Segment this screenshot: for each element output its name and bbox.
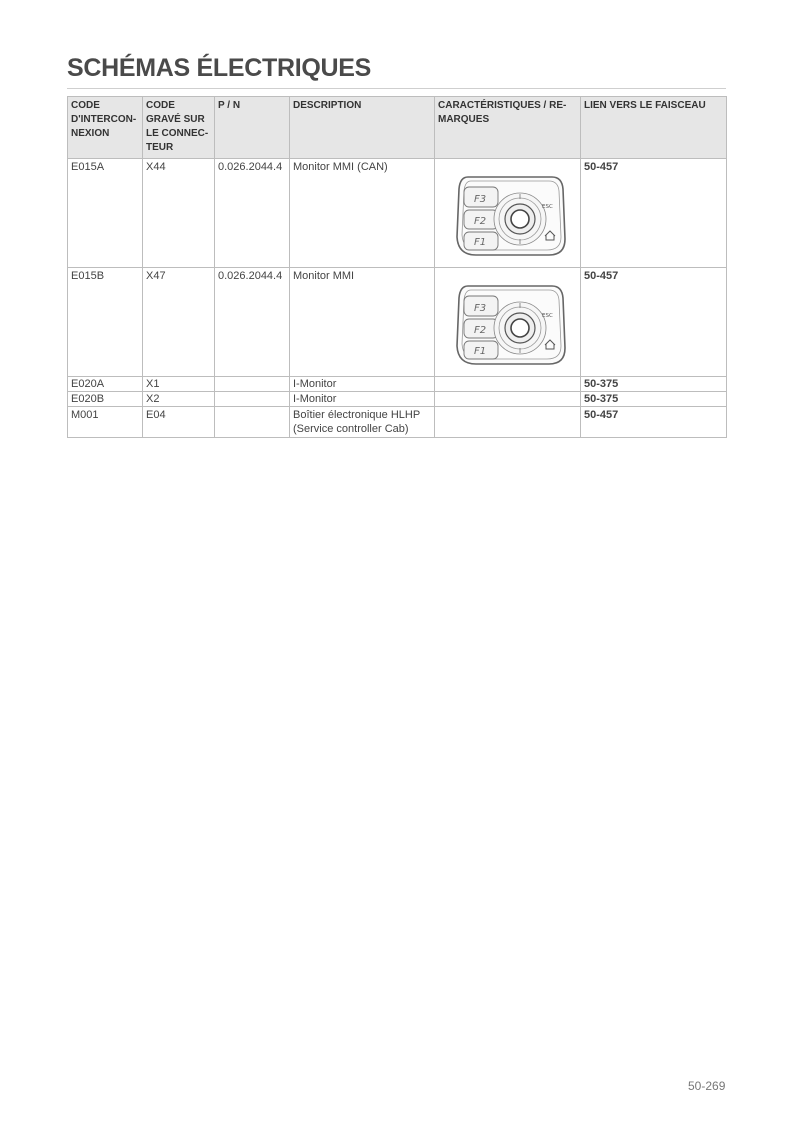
f1-key-label: F1 xyxy=(474,346,487,357)
f1-key-label: F1 xyxy=(474,237,487,248)
header-harness-link: LIEN VERS LE FAISCEAU xyxy=(581,97,727,159)
cell-harness-link: 50-375 xyxy=(581,392,727,407)
mmi-keypad-monitor-image xyxy=(454,282,566,366)
page-number: 50-269 xyxy=(688,1079,726,1093)
cell-engraved: X44 xyxy=(143,159,215,268)
cell-code: E020A xyxy=(68,377,143,392)
cell-part-number: 0.026.2044.4 xyxy=(215,159,290,268)
cell-remarks xyxy=(435,377,581,392)
cell-description: Monitor MMI (CAN) xyxy=(290,159,435,268)
cell-harness-link: 50-375 xyxy=(581,377,727,392)
cell-remarks xyxy=(435,159,581,268)
cell-remarks xyxy=(435,392,581,407)
table-row xyxy=(68,377,727,392)
cell-code: E020B xyxy=(68,392,143,407)
cell-part-number xyxy=(215,377,290,392)
f2-key-label: F2 xyxy=(474,216,487,227)
esc-key-label: ESC xyxy=(542,313,553,319)
header-engraved-code: CODE GRAVÉ SUR LE CONNEC-TEUR xyxy=(143,97,215,159)
cell-engraved: X47 xyxy=(143,268,215,377)
cell-engraved: E04 xyxy=(143,407,215,438)
table-row xyxy=(68,159,727,268)
f3-key-label: F3 xyxy=(474,303,487,314)
f3-key-label: F3 xyxy=(474,194,487,205)
cell-code: E015B xyxy=(68,268,143,377)
cell-description: I-Monitor xyxy=(290,392,435,407)
cell-description: Boîtier électronique HLHP (Service controller Cab) xyxy=(290,407,435,438)
cell-part-number xyxy=(215,407,290,438)
cell-harness-link: 50-457 xyxy=(581,407,727,438)
connection-table xyxy=(67,96,727,438)
cell-code: M001 xyxy=(68,407,143,438)
cell-description: Monitor MMI xyxy=(290,268,435,377)
header-description: DESCRIPTION xyxy=(290,97,435,159)
table-header-row xyxy=(68,97,727,159)
cell-harness-link: 50-457 xyxy=(581,268,727,377)
header-part-number: P / N xyxy=(215,97,290,159)
page-title: SCHÉMAS ÉLECTRIQUES xyxy=(67,54,372,82)
cell-remarks xyxy=(435,268,581,377)
cell-part-number: 0.026.2044.4 xyxy=(215,268,290,377)
cell-code: E015A xyxy=(68,159,143,268)
cell-description: I-Monitor xyxy=(290,377,435,392)
mmi-keypad-monitor-image xyxy=(454,173,566,257)
cell-part-number xyxy=(215,392,290,407)
header-interconnection-code: CODE D'INTERCON-NEXION xyxy=(68,97,143,159)
esc-key-label: ESC xyxy=(542,204,553,210)
cell-engraved: X1 xyxy=(143,377,215,392)
table-row xyxy=(68,392,727,407)
title-rule xyxy=(67,88,726,89)
cell-harness-link: 50-457 xyxy=(581,159,727,268)
table-row xyxy=(68,407,727,438)
cell-remarks xyxy=(435,407,581,438)
cell-engraved: X2 xyxy=(143,392,215,407)
header-remarks: CARACTÉRISTIQUES / RE-MARQUES xyxy=(435,97,581,159)
f2-key-label: F2 xyxy=(474,325,487,336)
table-row xyxy=(68,268,727,377)
